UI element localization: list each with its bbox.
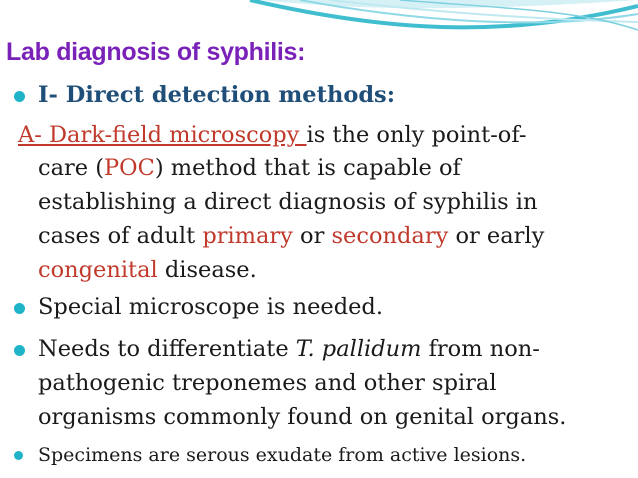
paragraph-line-1: A- Dark-field microscopy is the only point-of- [18,122,527,148]
bullet-dot-2 [14,303,25,314]
paragraph-line-5: congenital disease. [38,257,257,283]
congenital-term: congenital [38,257,158,283]
method-label: A- Dark-field microscopy [18,122,307,148]
paragraph-line-2: care (POC) method that is capable of [38,155,461,181]
paragraph-line-3: establishing a direct diagnosis of syphilis in [38,189,538,215]
bullet-3-line-2: pathogenic treponemes and other spiral [38,370,497,396]
bullet-2-text: Special microscope is needed. [38,294,383,320]
section-heading: I- Direct detection methods: [38,82,396,108]
slide-title: Lab diagnosis of syphilis: [6,38,306,66]
bullet-dot-4 [14,451,23,460]
bullet-3-line-3: organisms commonly found on genital organs. [38,404,567,430]
paragraph-line-4: cases of adult primary or secondary or early [38,223,545,249]
bullet-dot-3 [14,345,25,356]
bullet-dot-1 [14,91,25,102]
poc-term: POC [104,155,155,181]
primary-term: primary [202,223,293,249]
secondary-term: secondary [331,223,449,249]
species-name: T. pallidum [295,336,422,362]
bullet-4-text: Specimens are serous exudate from active lesions. [38,444,527,466]
bullet-3-line-1: Needs to differentiate T. pallidum from non- [38,336,540,362]
